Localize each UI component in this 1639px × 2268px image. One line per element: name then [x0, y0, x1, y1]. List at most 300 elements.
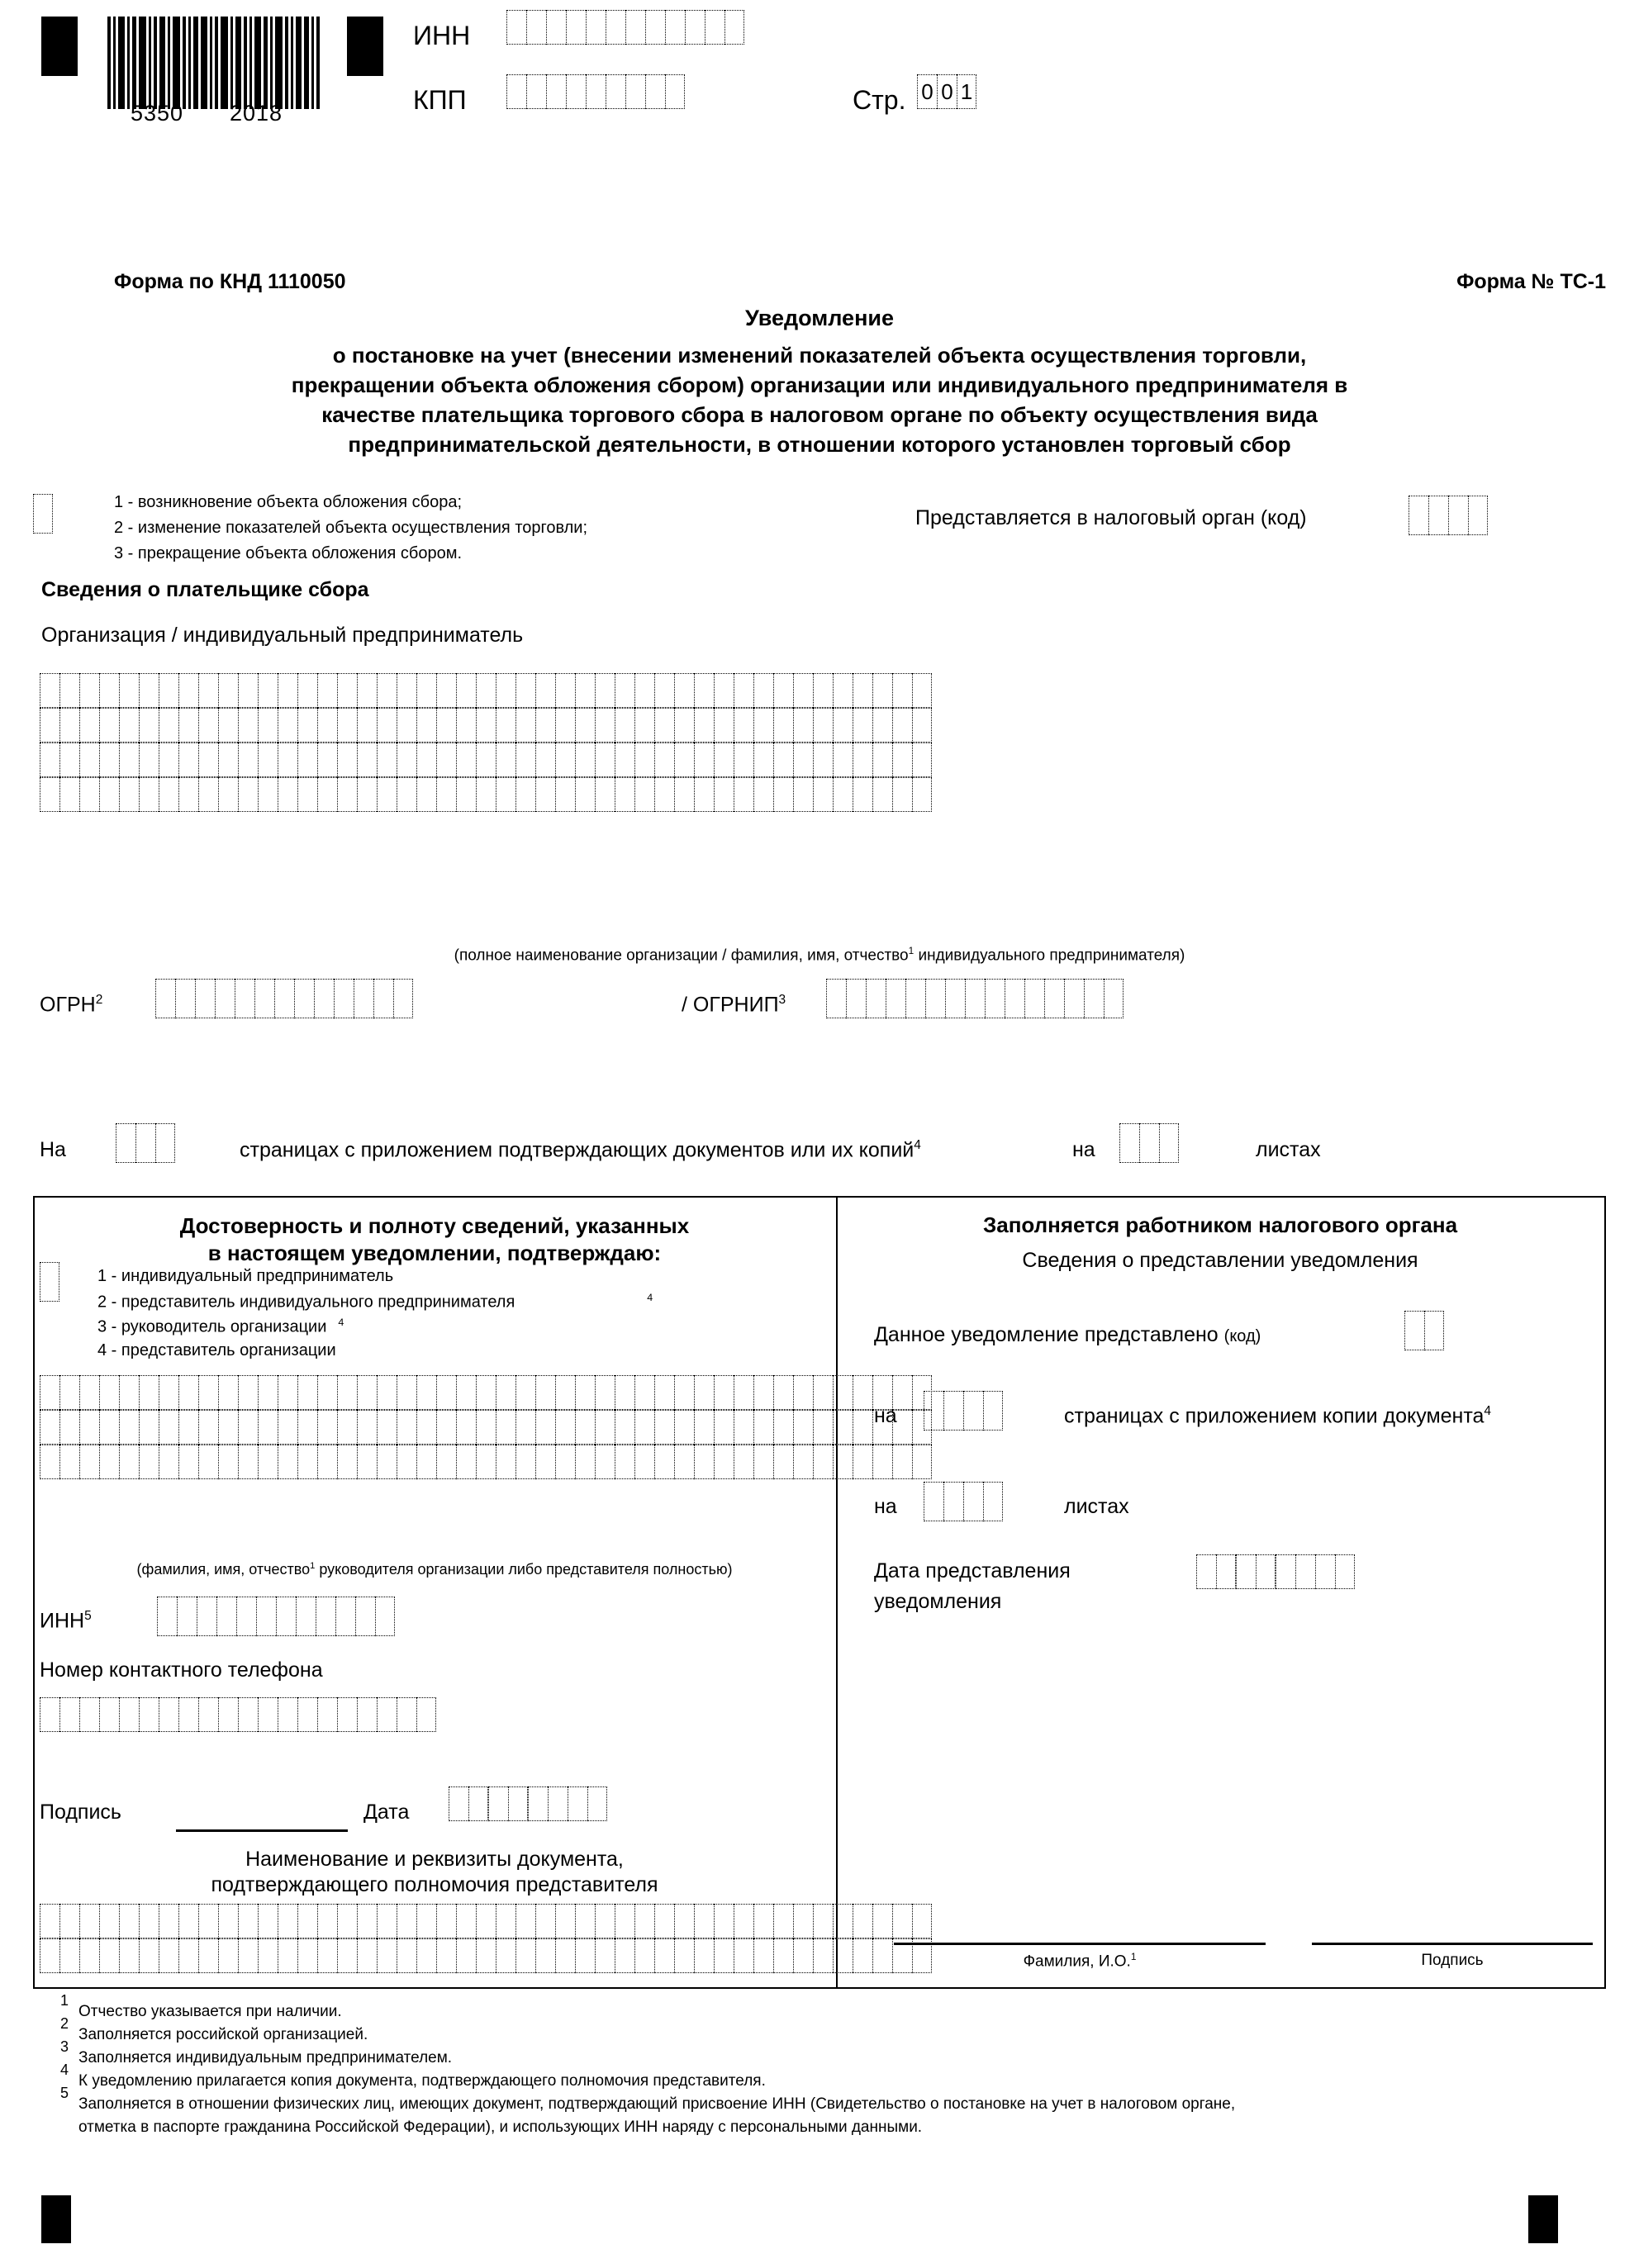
cell[interactable] [139, 777, 159, 812]
cell[interactable] [59, 1410, 79, 1445]
cell[interactable] [912, 708, 932, 743]
cell[interactable] [314, 979, 334, 1018]
cell[interactable] [568, 1786, 587, 1821]
cell[interactable] [416, 708, 436, 743]
cell[interactable] [436, 673, 456, 708]
cell[interactable] [674, 1904, 694, 1938]
cell[interactable] [555, 1410, 575, 1445]
text-row[interactable] [40, 1375, 932, 1410]
cell[interactable] [983, 1391, 1003, 1431]
cell[interactable] [506, 10, 526, 45]
cell[interactable] [555, 1375, 575, 1410]
cell[interactable] [753, 1375, 773, 1410]
signature-line[interactable] [176, 1829, 348, 1832]
cell[interactable] [496, 1904, 515, 1938]
cell[interactable] [654, 743, 674, 777]
cell[interactable] [155, 1123, 175, 1163]
cell[interactable] [218, 1410, 238, 1445]
cell[interactable] [198, 673, 218, 708]
cell[interactable] [354, 979, 373, 1018]
cell[interactable] [634, 743, 654, 777]
cell[interactable] [654, 777, 674, 812]
cell[interactable] [198, 777, 218, 812]
cell[interactable] [615, 1410, 634, 1445]
cell[interactable] [714, 1445, 734, 1479]
cell[interactable] [238, 1938, 258, 1973]
cell[interactable] [694, 1904, 714, 1938]
cell[interactable] [714, 673, 734, 708]
cell[interactable] [397, 1697, 416, 1732]
cell[interactable] [317, 743, 337, 777]
cell[interactable] [139, 743, 159, 777]
cell[interactable] [813, 708, 833, 743]
cell[interactable] [833, 708, 853, 743]
cell[interactable] [99, 708, 119, 743]
cell[interactable] [615, 743, 634, 777]
cell[interactable] [674, 743, 694, 777]
cell[interactable] [416, 1938, 436, 1973]
cell[interactable] [566, 10, 586, 45]
cell[interactable] [1196, 1554, 1216, 1589]
cell[interactable] [535, 708, 555, 743]
cell[interactable] [654, 1410, 674, 1445]
cell[interactable] [714, 708, 734, 743]
cell[interactable] [1216, 1554, 1236, 1589]
cell[interactable] [357, 743, 377, 777]
cell[interactable] [357, 1445, 377, 1479]
cell[interactable] [575, 1904, 595, 1938]
cell[interactable] [535, 1410, 555, 1445]
cell[interactable] [535, 1445, 555, 1479]
cell[interactable] [40, 1375, 59, 1410]
cell[interactable] [548, 1786, 568, 1821]
cell[interactable] [793, 673, 813, 708]
cell[interactable] [357, 708, 377, 743]
cell[interactable] [397, 743, 416, 777]
cell[interactable] [555, 1904, 575, 1938]
cell[interactable] [456, 1375, 476, 1410]
cell[interactable] [753, 708, 773, 743]
cell[interactable] [714, 777, 734, 812]
cell[interactable] [218, 1445, 238, 1479]
cell[interactable] [79, 673, 99, 708]
cell[interactable] [377, 1697, 397, 1732]
cell[interactable] [575, 708, 595, 743]
cell[interactable] [1276, 1554, 1295, 1589]
cell[interactable] [734, 777, 753, 812]
cell[interactable] [393, 979, 413, 1018]
cell[interactable] [793, 1938, 813, 1973]
cell[interactable] [198, 708, 218, 743]
cell[interactable] [159, 673, 178, 708]
cell[interactable] [456, 1410, 476, 1445]
cell[interactable] [793, 1410, 813, 1445]
cell[interactable] [159, 1445, 178, 1479]
cell[interactable] [645, 74, 665, 109]
cell[interactable] [813, 673, 833, 708]
cell[interactable] [515, 1410, 535, 1445]
cell[interactable] [198, 1938, 218, 1973]
cell[interactable] [1315, 1554, 1335, 1589]
cell[interactable] [178, 1697, 198, 1732]
cell[interactable] [793, 708, 813, 743]
cell[interactable] [575, 1445, 595, 1479]
cell[interactable] [436, 1410, 456, 1445]
cell[interactable] [178, 1445, 198, 1479]
pages-count-field[interactable] [116, 1123, 175, 1163]
cell[interactable] [416, 1375, 436, 1410]
cell[interactable] [197, 1597, 216, 1636]
cell[interactable] [373, 979, 393, 1018]
cell[interactable] [59, 1445, 79, 1479]
representative-name-field[interactable] [40, 1375, 932, 1479]
cell[interactable]: 0 [917, 74, 937, 109]
cell[interactable] [416, 1410, 436, 1445]
text-row[interactable] [40, 1410, 932, 1445]
cell[interactable] [357, 1375, 377, 1410]
cell[interactable] [886, 979, 905, 1018]
cell[interactable] [575, 673, 595, 708]
cell[interactable] [79, 1445, 99, 1479]
cell[interactable] [456, 1445, 476, 1479]
cell[interactable] [654, 673, 674, 708]
cell[interactable] [139, 1697, 159, 1732]
cell[interactable] [377, 1904, 397, 1938]
cell[interactable] [1448, 496, 1468, 535]
cell[interactable] [476, 1375, 496, 1410]
cell[interactable] [615, 1938, 634, 1973]
cell[interactable] [773, 708, 793, 743]
cell[interactable] [694, 673, 714, 708]
cell[interactable] [515, 777, 535, 812]
inn-field[interactable] [506, 10, 744, 45]
cell[interactable] [694, 1445, 714, 1479]
cell[interactable] [456, 1938, 476, 1973]
cell[interactable] [773, 1445, 793, 1479]
cell[interactable] [297, 777, 317, 812]
cell[interactable] [595, 708, 615, 743]
cell[interactable] [294, 979, 314, 1018]
cell[interactable] [488, 1786, 508, 1821]
cell[interactable] [178, 777, 198, 812]
cell[interactable] [515, 1375, 535, 1410]
cell[interactable] [79, 708, 99, 743]
cell[interactable] [496, 673, 515, 708]
cell[interactable] [218, 743, 238, 777]
cell[interactable] [924, 1391, 943, 1431]
cell[interactable] [555, 743, 575, 777]
cell[interactable] [625, 74, 645, 109]
cell[interactable] [99, 1375, 119, 1410]
cell[interactable] [813, 1375, 833, 1410]
cell[interactable] [606, 74, 625, 109]
cell[interactable] [606, 10, 625, 45]
cell[interactable] [297, 1938, 317, 1973]
cell[interactable] [753, 1410, 773, 1445]
cell[interactable] [496, 1375, 515, 1410]
cell[interactable] [254, 979, 274, 1018]
cell[interactable] [714, 1938, 734, 1973]
cell[interactable] [377, 1375, 397, 1410]
cell[interactable] [178, 708, 198, 743]
cell[interactable] [634, 673, 654, 708]
cell[interactable] [714, 1410, 734, 1445]
cell[interactable] [139, 1445, 159, 1479]
cell[interactable] [853, 777, 872, 812]
cell[interactable] [119, 1375, 139, 1410]
cell[interactable] [872, 743, 892, 777]
cell[interactable] [178, 1938, 198, 1973]
cell[interactable] [615, 777, 634, 812]
cell[interactable] [892, 1445, 912, 1479]
cell[interactable] [1159, 1123, 1179, 1163]
cell[interactable] [119, 1445, 139, 1479]
cell[interactable] [515, 673, 535, 708]
cell[interactable] [198, 1697, 218, 1732]
cell[interactable] [119, 1938, 139, 1973]
cell[interactable] [278, 1445, 297, 1479]
cell[interactable] [654, 708, 674, 743]
reason-code-field[interactable] [33, 494, 53, 534]
submitted-code-field[interactable] [1404, 1311, 1444, 1350]
cell[interactable] [476, 1904, 496, 1938]
cell[interactable] [258, 708, 278, 743]
cell[interactable] [178, 1410, 198, 1445]
kpp-field[interactable] [506, 74, 685, 109]
cell[interactable] [674, 1410, 694, 1445]
cell[interactable] [377, 673, 397, 708]
doc-requisites-field[interactable] [40, 1904, 932, 1973]
cell[interactable] [436, 1904, 456, 1938]
cell[interactable] [79, 1410, 99, 1445]
cell[interactable] [40, 743, 59, 777]
cell[interactable] [963, 1391, 983, 1431]
cell[interactable] [714, 1375, 734, 1410]
cell[interactable] [297, 708, 317, 743]
cell[interactable] [377, 1410, 397, 1445]
cell[interactable] [892, 708, 912, 743]
cell[interactable] [159, 777, 178, 812]
text-row[interactable] [40, 708, 932, 743]
cell[interactable] [316, 1597, 335, 1636]
cell[interactable] [139, 1938, 159, 1973]
cell[interactable] [357, 673, 377, 708]
cell[interactable] [218, 673, 238, 708]
cell[interactable] [468, 1786, 488, 1821]
cell[interactable] [177, 1597, 197, 1636]
cell[interactable] [40, 708, 59, 743]
cell[interactable] [595, 1904, 615, 1938]
cell[interactable] [515, 1938, 535, 1973]
cell[interactable] [615, 1904, 634, 1938]
cell[interactable] [238, 743, 258, 777]
cell[interactable] [238, 708, 258, 743]
cell[interactable] [33, 494, 53, 534]
cell[interactable] [436, 1375, 456, 1410]
cell[interactable] [555, 708, 575, 743]
cell[interactable] [99, 1697, 119, 1732]
cell[interactable] [375, 1597, 395, 1636]
cell[interactable] [218, 1375, 238, 1410]
cell[interactable] [317, 1904, 337, 1938]
cell[interactable] [317, 1938, 337, 1973]
cell[interactable] [218, 708, 238, 743]
cell[interactable] [892, 743, 912, 777]
cell[interactable] [813, 1445, 833, 1479]
cell[interactable] [853, 1410, 872, 1445]
cell[interactable] [1084, 979, 1104, 1018]
cell[interactable] [853, 1375, 872, 1410]
cell[interactable] [116, 1123, 135, 1163]
cell[interactable] [872, 1938, 892, 1973]
cell[interactable] [278, 1410, 297, 1445]
cell[interactable] [496, 1938, 515, 1973]
cell[interactable] [734, 1445, 753, 1479]
cell[interactable] [278, 708, 297, 743]
cell[interactable] [355, 1597, 375, 1636]
cell[interactable] [826, 979, 846, 1018]
cell[interactable] [238, 1410, 258, 1445]
text-row[interactable] [40, 1904, 932, 1938]
cell[interactable] [866, 979, 886, 1018]
cell[interactable] [634, 708, 654, 743]
cell[interactable] [317, 708, 337, 743]
cell[interactable] [357, 777, 377, 812]
cell[interactable] [685, 10, 705, 45]
cell[interactable] [634, 1375, 654, 1410]
cell[interactable] [535, 743, 555, 777]
cell[interactable] [397, 1904, 416, 1938]
cell[interactable] [654, 1904, 674, 1938]
cell[interactable] [833, 1904, 853, 1938]
cell[interactable] [1104, 979, 1124, 1018]
cell[interactable] [535, 673, 555, 708]
cell[interactable] [734, 1410, 753, 1445]
cell[interactable] [278, 1938, 297, 1973]
cell[interactable] [119, 1697, 139, 1732]
official-sheets-field[interactable] [924, 1482, 1003, 1521]
cell[interactable] [278, 743, 297, 777]
text-row[interactable] [40, 777, 932, 812]
cell[interactable] [943, 1391, 963, 1431]
cell[interactable] [575, 1938, 595, 1973]
cell[interactable] [892, 1904, 912, 1938]
cell[interactable]: 1 [957, 74, 976, 109]
confirm-date-field[interactable] [449, 1786, 607, 1821]
cell[interactable] [753, 743, 773, 777]
cell[interactable] [535, 777, 555, 812]
cell[interactable] [238, 1375, 258, 1410]
cell[interactable] [397, 1938, 416, 1973]
cell[interactable] [278, 1697, 297, 1732]
cell[interactable] [872, 673, 892, 708]
cell[interactable] [595, 673, 615, 708]
cell[interactable] [377, 743, 397, 777]
cell[interactable] [634, 1445, 654, 1479]
cell[interactable] [694, 708, 714, 743]
cell[interactable] [734, 1375, 753, 1410]
cell[interactable] [753, 777, 773, 812]
cell[interactable] [535, 1904, 555, 1938]
cell[interactable] [674, 777, 694, 812]
cell[interactable] [337, 1904, 357, 1938]
cell[interactable] [943, 1482, 963, 1521]
cell[interactable] [79, 1904, 99, 1938]
cell[interactable] [99, 1904, 119, 1938]
cell[interactable] [566, 74, 586, 109]
cell[interactable] [1409, 496, 1428, 535]
cell[interactable] [256, 1597, 276, 1636]
cell[interactable] [586, 10, 606, 45]
cell[interactable] [397, 1410, 416, 1445]
cell[interactable] [119, 1410, 139, 1445]
cell[interactable] [337, 673, 357, 708]
cell[interactable] [258, 1375, 278, 1410]
cell[interactable] [575, 777, 595, 812]
cell[interactable] [924, 1482, 943, 1521]
cell[interactable] [139, 708, 159, 743]
cell[interactable] [476, 777, 496, 812]
cell[interactable] [813, 743, 833, 777]
cell[interactable] [753, 1938, 773, 1973]
sheets-count-field[interactable] [1119, 1123, 1179, 1163]
cell[interactable] [218, 1697, 238, 1732]
cell[interactable] [59, 673, 79, 708]
cell[interactable] [793, 1375, 813, 1410]
cell[interactable] [317, 1697, 337, 1732]
cell[interactable] [218, 777, 238, 812]
cell[interactable] [278, 777, 297, 812]
cell[interactable] [59, 708, 79, 743]
cell[interactable] [59, 1375, 79, 1410]
cell[interactable] [654, 1938, 674, 1973]
cell[interactable] [40, 1445, 59, 1479]
cell[interactable] [734, 673, 753, 708]
cell[interactable] [436, 1938, 456, 1973]
cell[interactable] [159, 708, 178, 743]
cell[interactable] [546, 74, 566, 109]
cell[interactable] [278, 673, 297, 708]
cell[interactable] [337, 1375, 357, 1410]
cell[interactable] [674, 1375, 694, 1410]
cell[interactable] [397, 777, 416, 812]
cell[interactable] [297, 743, 317, 777]
cell[interactable] [833, 1445, 853, 1479]
tax-authority-code-field[interactable] [1409, 496, 1488, 535]
cell[interactable] [853, 1904, 872, 1938]
cell[interactable] [793, 777, 813, 812]
cell[interactable] [912, 777, 932, 812]
cell[interactable] [175, 979, 195, 1018]
cell[interactable] [595, 743, 615, 777]
cell[interactable] [238, 777, 258, 812]
cell[interactable] [1335, 1554, 1355, 1589]
cell[interactable] [853, 1445, 872, 1479]
cell[interactable] [1468, 496, 1488, 535]
date-year[interactable] [1276, 1554, 1355, 1589]
representative-inn-input[interactable] [157, 1597, 395, 1636]
cell[interactable] [634, 1938, 654, 1973]
cell[interactable] [773, 743, 793, 777]
cell[interactable] [595, 1375, 615, 1410]
cell[interactable] [317, 673, 337, 708]
cell[interactable] [1256, 1554, 1276, 1589]
cell[interactable] [155, 979, 175, 1018]
cell[interactable] [476, 1938, 496, 1973]
cell[interactable] [496, 708, 515, 743]
cell[interactable] [198, 1375, 218, 1410]
cell[interactable] [397, 1375, 416, 1410]
